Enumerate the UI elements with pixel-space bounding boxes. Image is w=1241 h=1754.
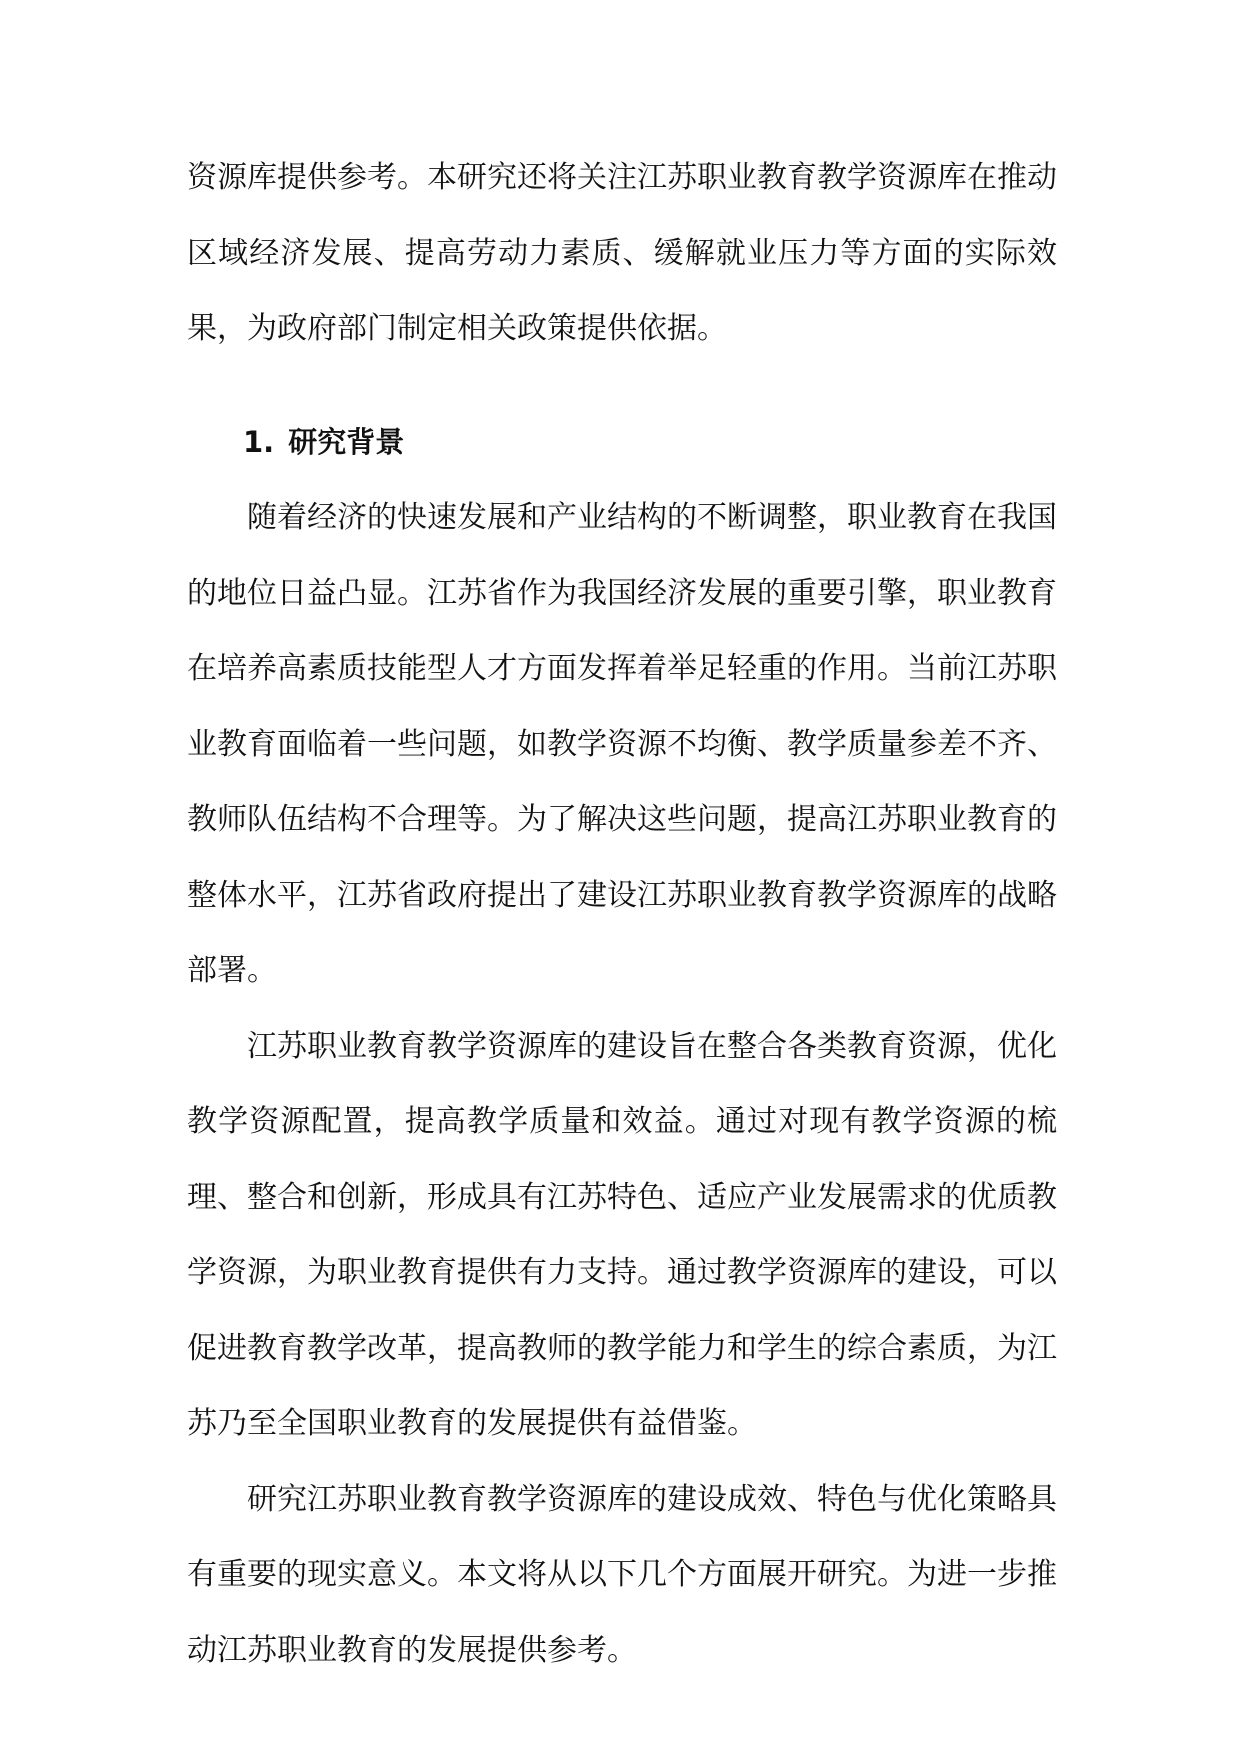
intro-paragraph: 资源库提供参考。本研究还将关注江苏职业教育教学资源库在推动区域经济发展、提高劳动力素质、缓解就业压力等方面的实际效果，为政府部门制定相关政策提供依据。 xyxy=(187,160,1057,346)
section-title: 研究背景 xyxy=(288,424,405,459)
section-number: 1. xyxy=(243,424,275,459)
section-heading xyxy=(187,405,1057,481)
body-paragraph-3: 研究江苏职业教育教学资源库的建设成效、特色与优化策略具有重要的现实意义。本文将从以下几个方面展开研究。为进一步推动江苏职业教育的发展提供参考。 xyxy=(187,1481,1057,1668)
document-body xyxy=(187,140,1057,1688)
body-paragraph-2: 江苏职业教育教学资源库的建设旨在整合各类教育资源，优化教学资源配置，提高教学质量和效益。通过对现有教学资源的梳理、整合和创新，形成具有江苏特色、适应产业发展需求的优质教学资源，为职业教育提供有力支持。通过教学资源库的建设，可以促进教育教学改革，提高教师的教学能力和学生的综合素质，为江苏乃至全国职业教育的发展提供有益借鉴。 xyxy=(187,1028,1057,1441)
body-paragraph-1: 随着经济的快速发展和产业结构的不断调整，职业教育在我国的地位日益凸显。江苏省作为我国经济发展的重要引擎，职业教育在培养高素质技能型人才方面发挥着举足轻重的作用。当前江苏职业教育面临着一些问题，如教学资源不均衡、教学质量参差不齐、教师队伍结构不合理等。为了解决这些问题，提高江苏职业教育的整体水平，江苏省政府提出了建设江苏职业教育教学资源库的战略部署。 xyxy=(187,500,1057,988)
